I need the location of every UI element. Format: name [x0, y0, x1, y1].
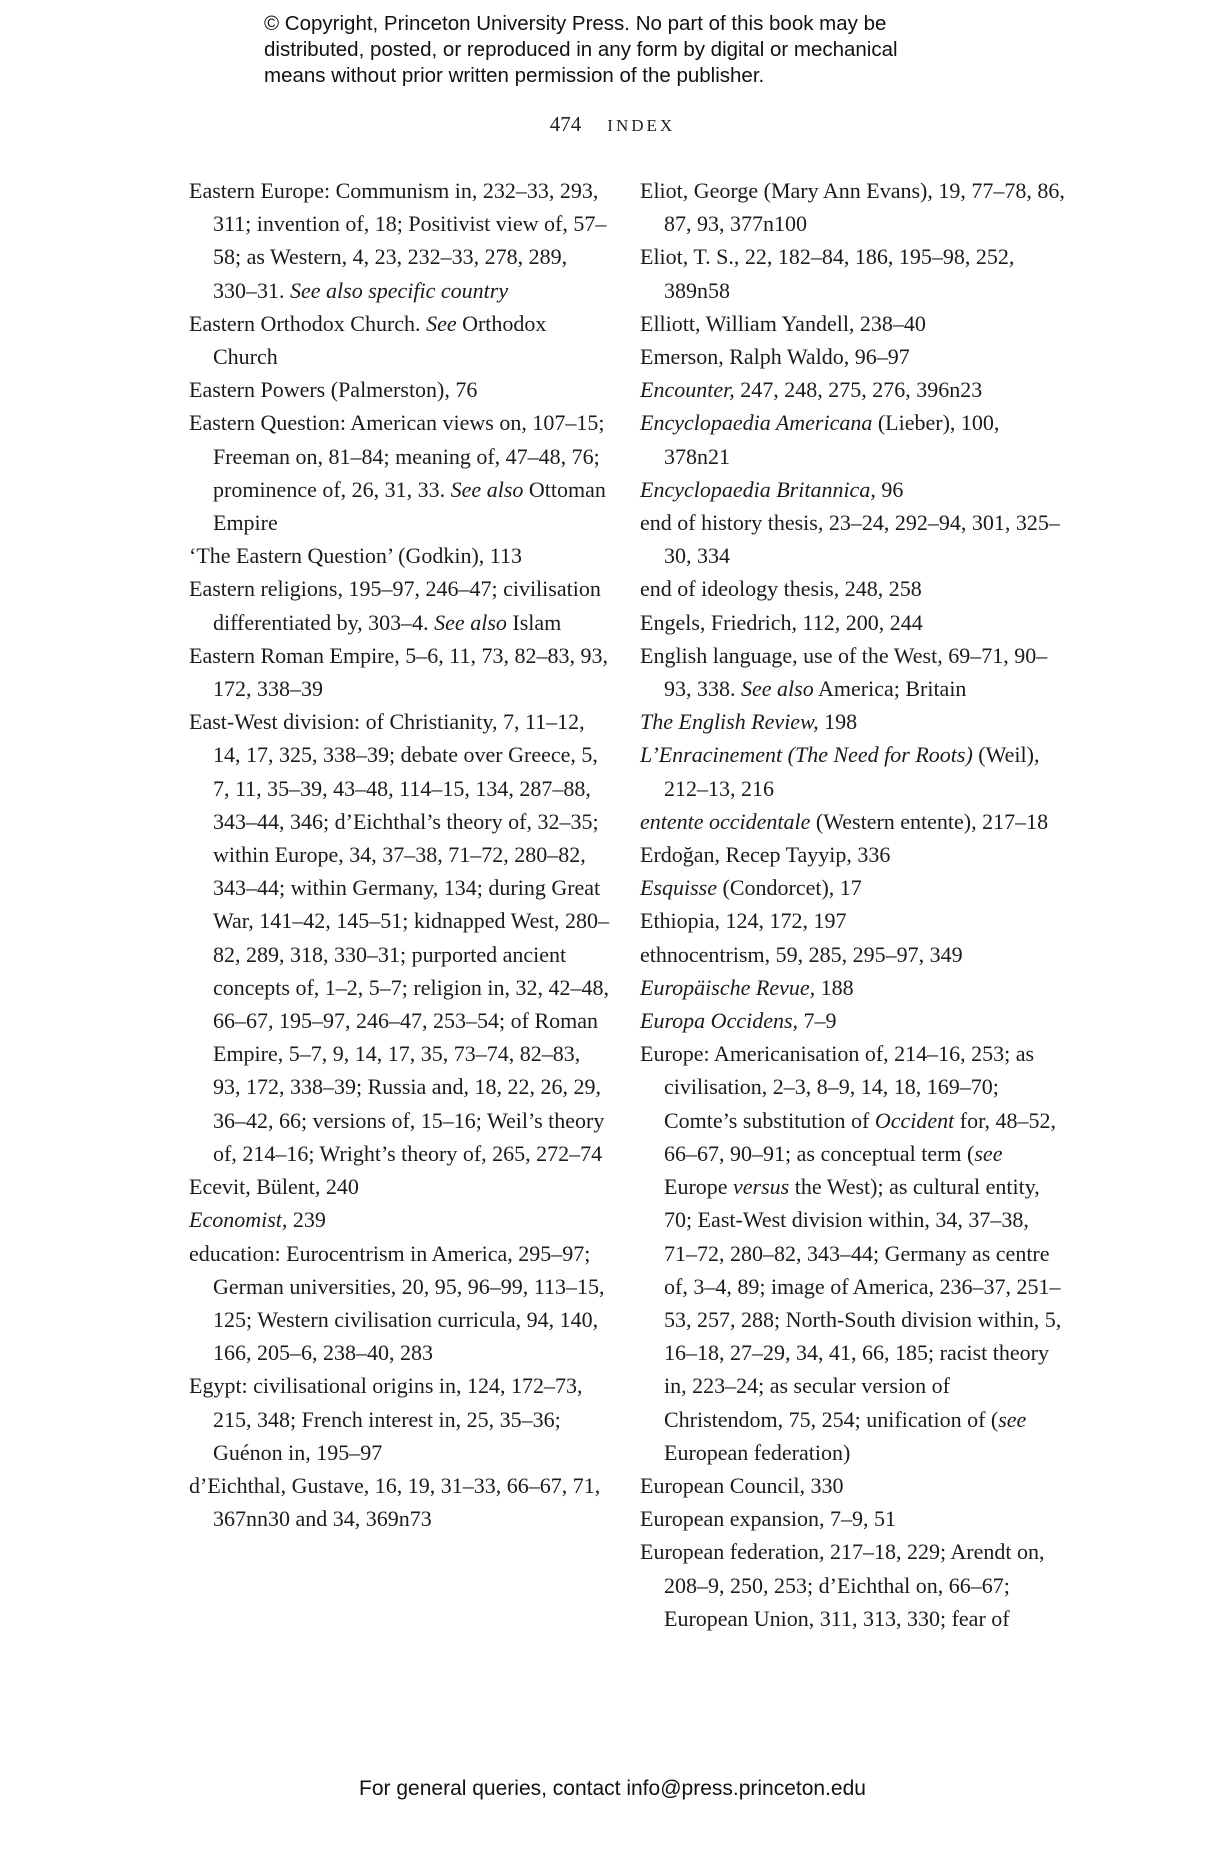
- index-entry: [640, 1469, 1065, 1502]
- copyright-line: means without prior written permission of the publisher.: [264, 64, 765, 87]
- index-entry: [189, 1237, 609, 1370]
- index-entry-text: Eliot, T. S., 22, 182–84, 186, 195–98, 252, 389n58: [640, 244, 1015, 303]
- index-entry-italic-text: See also specific country: [290, 277, 509, 303]
- index-entry-italic-text: Europäische Revue,: [640, 974, 816, 1000]
- index-entry-text: (Western entente), 217–18: [810, 808, 1049, 834]
- index-entry: [189, 705, 609, 1170]
- index-entry-italic-text: Encyclopaedia Britannica,: [640, 476, 876, 502]
- index-entry-text: Europe: Americanisation of, 214–16, 253; as civilisation, 2–3, 8–9, 14, 18, 169–70; Comte’s substitution of: [640, 1041, 1035, 1133]
- index-entry: [640, 174, 1065, 240]
- page-number: 474: [549, 112, 582, 136]
- index-entry: [189, 1170, 609, 1203]
- index-column-left: [189, 174, 609, 1535]
- index-entry: [640, 307, 1065, 340]
- index-entry: [640, 473, 1065, 506]
- index-entry: [640, 240, 1065, 306]
- index-entry-italic-text: Europa Occidens,: [640, 1008, 799, 1034]
- index-entry: [640, 1004, 1065, 1037]
- copyright-line: © Copyright, Princeton University Press. No part of this book may be: [264, 12, 887, 35]
- index-entry: [189, 1469, 609, 1535]
- index-entry-italic-text: L’Enracinement (The Need for Roots): [640, 742, 973, 768]
- index-entry-text: (Condorcet), 17: [717, 875, 862, 901]
- index-entry: [640, 838, 1065, 871]
- index-entry-text: for, 48–52, 66–67, 90–91; as conceptual term (: [664, 1107, 1057, 1166]
- index-entry-text: European federation, 217–18, 229; Arendt on, 208–9, 250, 253; d’Eichthal on, 66–67; European Union, 311, 313, 330; fear of: [640, 1539, 1045, 1631]
- index-entry: [640, 572, 1065, 605]
- index-entry-text: Ecevit, Bülent, 240: [189, 1174, 359, 1200]
- index-entry-text: Elliott, William Yandell, 238–40: [640, 310, 926, 336]
- index-entry-text: Eastern Europe: Communism in, 232–33, 293, 311; invention of, 18; Positivist view of, 57–58; as Western, 4, 23, 232–33, 278, 289, 330–31.: [189, 178, 607, 303]
- index-entry: [640, 971, 1065, 1004]
- index-entry-text: European expansion, 7–9, 51: [640, 1506, 896, 1532]
- index-entry-text: the West); as cultural entity, 70; East-West division within, 34, 37–38, 71–72, 280–82, 343–44; Germany as centre of, 3–4, 89; image of America, 236–37, 251–53, 257, 288; North-South division within, 5, 16–18, 27–29, 34, 41, 66, 185; racist theory in, 223–24; as secular version of Christendom, 75, 254; unification of (: [664, 1174, 1062, 1432]
- index-entry: [640, 506, 1065, 572]
- index-entry-italic-text: See also: [434, 609, 507, 635]
- index-entry: [640, 705, 1065, 738]
- index-entry-text: Egypt: civilisational origins in, 124, 172–73, 215, 348; French interest in, 25, 35–36; Guénon in, 195–97: [189, 1373, 583, 1465]
- index-entry-text: education: Eurocentrism in America, 295–97; German universities, 20, 95, 96–99, 113–15, 125; Western civilisation curricula, 94, 140, 166, 205–6, 238–40, 283: [189, 1240, 605, 1366]
- index-entry-text: East-West division: of Christianity, 7, 11–12, 14, 17, 325, 338–39; debate over Greece, 5, 7, 11, 35–39, 43–48, 114–15, 134, 287–88, 343–44, 346; d’Eichthal’s theory of, 32–35; within Europe, 34, 37–38, 71–72, 280–82, 343–44; within Germany, 134; during Great War, 141–42, 145–51; kidnapped West, 280–82, 289, 318, 330–31; purported ancient concepts of, 1–2, 5–7; religion in, 32, 42–48, 66–67, 195–97, 246–47, 253–54; of Roman Empire, 5–7, 9, 14, 17, 35, 73–74, 82–83, 93, 172, 338–39; Russia and, 18, 22, 26, 29, 36–42, 66; versions of, 15–16; Weil’s theory of, 214–16; Wright’s theory of, 265, 272–74: [189, 709, 610, 1166]
- index-entry-italic-text: Encounter,: [640, 377, 735, 403]
- index-entry-text: 96: [875, 476, 904, 502]
- index-entry-text: Ethiopia, 124, 172, 197: [640, 908, 847, 934]
- index-column-right: [640, 174, 1065, 1635]
- index-entry-text: ‘The Eastern Question’ (Godkin), 113: [189, 543, 522, 569]
- index-entry-text: European federation): [664, 1439, 851, 1465]
- index-entry-italic-text: The English Review,: [640, 709, 819, 735]
- index-entry-italic-text: See also: [450, 476, 524, 502]
- index-entry-text: Eastern Orthodox Church.: [189, 310, 427, 336]
- index-entry-italic-text: Encyclopaedia Americana: [640, 410, 873, 436]
- index-entry: [189, 307, 609, 373]
- index-entry-text: 247, 248, 275, 276, 396n23: [734, 377, 983, 403]
- index-entry-text: Eastern religions, 195–97, 246–47; civilisation differentiated by, 303–4.: [189, 576, 601, 635]
- index-entry: [640, 1037, 1065, 1469]
- index-entry: [640, 639, 1065, 705]
- copyright-notice: [264, 11, 1024, 89]
- index-entry-italic-text: entente occidentale: [640, 808, 811, 834]
- index-entry-text: (Lieber), 100, 378n21: [664, 410, 1000, 469]
- index-entry-text: English language, use of the West, 69–71, 90–93, 338.: [640, 642, 1048, 702]
- index-entry: [640, 738, 1065, 804]
- index-entry: [640, 1502, 1065, 1535]
- index-entry-text: Eastern Roman Empire, 5–6, 11, 73, 82–83, 93, 172, 338–39: [189, 642, 608, 702]
- index-entry: [189, 406, 609, 539]
- index-entry: [640, 340, 1065, 373]
- index-entry: [640, 373, 1065, 406]
- index-entry-text: Eastern Powers (Palmerston), 76: [189, 377, 478, 403]
- index-entry: [189, 639, 609, 705]
- index-entry-italic-text: See also: [741, 676, 814, 702]
- index-entry-text: Europe: [664, 1174, 734, 1200]
- index-entry-italic-text: see: [974, 1140, 1003, 1166]
- index-entry: [640, 406, 1065, 472]
- index-entry: [640, 904, 1065, 937]
- index-entry-text: Engels, Friedrich, 112, 200, 244: [640, 609, 923, 635]
- index-entry: [640, 606, 1065, 639]
- index-entry-text: Eliot, George (Mary Ann Evans), 19, 77–78, 86, 87, 93, 377n100: [640, 178, 1065, 237]
- index-entry-text: Emerson, Ralph Waldo, 96–97: [640, 344, 910, 370]
- index-entry-italic-text: versus: [733, 1174, 790, 1200]
- index-entry-text: (Weil), 212–13, 216: [664, 742, 1040, 801]
- index-entry: [189, 539, 609, 572]
- index-entry: [640, 805, 1065, 838]
- index-entry-text: Eastern Question: American views on, 107–15; Freeman on, 81–84; meaning of, 47–48, 76; prominence of, 26, 31, 33.: [189, 410, 605, 502]
- index-entry: [189, 1203, 609, 1236]
- index-entry-italic-text: see: [998, 1406, 1027, 1432]
- index-entry-text: end of history thesis, 23–24, 292–94, 301, 325–30, 334: [640, 510, 1060, 569]
- index-entry-italic-text: Esquisse: [640, 875, 717, 901]
- index-entry-text: d’Eichthal, Gustave, 16, 19, 31–33, 66–67, 71, 367nn30 and 34, 369n73: [189, 1472, 601, 1532]
- index-entry: [189, 174, 609, 307]
- index-entry-text: Islam: [506, 609, 562, 635]
- index-entry-text: European Council, 330: [640, 1472, 844, 1498]
- section-title: INDEX: [607, 116, 676, 135]
- footer-contact: For general queries, contact info@press.princeton.edu: [359, 1777, 866, 1800]
- index-entry-italic-text: See: [426, 310, 457, 336]
- index-entry-text: 7–9: [798, 1008, 837, 1034]
- index-entry: [640, 871, 1065, 904]
- index-entry-italic-text: Economist,: [189, 1207, 288, 1233]
- index-entry: [640, 938, 1065, 971]
- index-entry-text: Erdoğan, Recep Tayyip, 336: [640, 842, 891, 868]
- index-entry-italic-text: Occident: [874, 1107, 955, 1133]
- index-entry: [189, 1369, 609, 1469]
- running-head: [0, 112, 1225, 137]
- copyright-line: distributed, posted, or reproduced in any form by digital or mechanical: [264, 38, 898, 61]
- index-entry-text: 239: [287, 1207, 326, 1233]
- index-entry-text: 198: [818, 709, 858, 735]
- index-entry-text: 188: [815, 974, 854, 1000]
- index-entry-text: Ottoman Empire: [213, 476, 606, 536]
- index-entry-text: Orthodox Church: [213, 310, 547, 370]
- index-entry: [189, 373, 609, 406]
- index-entry: [640, 1535, 1065, 1635]
- index-entry: [189, 572, 609, 638]
- index-entry-text: ethnocentrism, 59, 285, 295–97, 349: [640, 941, 963, 967]
- index-entry-text: end of ideology thesis, 248, 258: [640, 576, 922, 602]
- index-entry-text: America; Britain: [813, 676, 967, 702]
